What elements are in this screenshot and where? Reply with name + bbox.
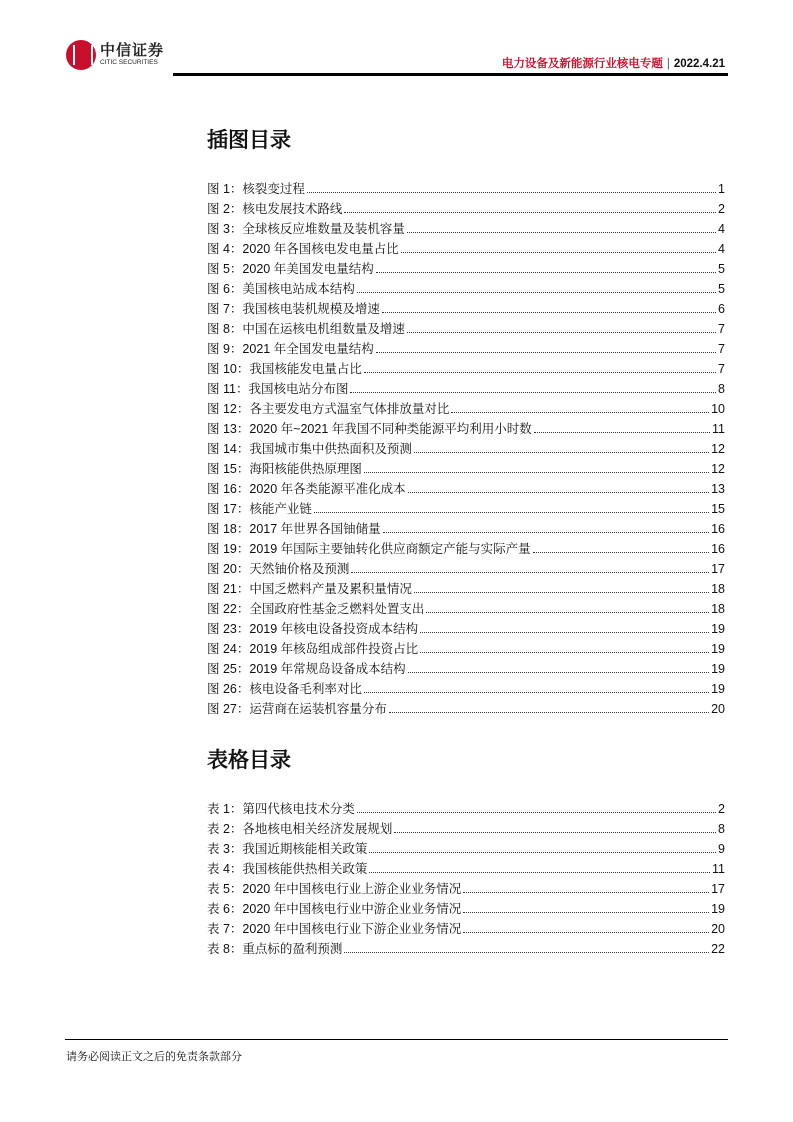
report-date: 2022.4.21 [673, 58, 725, 70]
toc-leader-dots [389, 712, 709, 713]
report-title: 电力设备及新能源行业核电专题 [501, 58, 663, 70]
toc-entry[interactable] [207, 296, 725, 316]
toc-leader-dots [407, 332, 716, 333]
toc-leader-dots [451, 412, 709, 413]
toc-entry-page: 9 [718, 842, 725, 856]
footer-divider [65, 1039, 728, 1040]
toc-entry-label: 图 15：海阳核能供热原理图 [207, 462, 362, 476]
toc-entry-label: 表 6：2020 年中国核电行业中游企业业务情况 [207, 902, 462, 916]
toc-entry-label: 表 7：2020 年中国核电行业下游企业业务情况 [207, 922, 462, 936]
toc-entry-label: 图 27：运营商在运装机容量分布 [207, 702, 387, 716]
toc-entry-label: 图 21：中国乏燃料产量及累积量情况 [207, 582, 412, 596]
toc-entry-page: 20 [711, 922, 725, 936]
toc-entry[interactable] [207, 556, 725, 576]
toc-entry[interactable] [207, 416, 725, 436]
toc-entry-label: 表 5：2020 年中国核电行业上游企业业务情况 [207, 882, 462, 896]
toc-entry[interactable] [207, 856, 725, 876]
toc-entry[interactable] [207, 796, 725, 816]
toc-entry-label: 图 20：天然铀价格及预测 [207, 562, 350, 576]
toc-entry-label: 图 18：2017 年世界各国铀储量 [207, 522, 381, 536]
toc-entry[interactable] [207, 936, 725, 956]
toc-entry-label: 图 6：美国核电站成本结构 [207, 282, 355, 296]
toc-leader-dots [533, 552, 709, 553]
toc-entry-page: 4 [718, 222, 725, 236]
toc-entry-page: 2 [718, 802, 725, 816]
toc-entry[interactable] [207, 876, 725, 896]
toc-entry-label: 图 16：2020 年各类能源平准化成本 [207, 482, 406, 496]
toc-entry[interactable] [207, 576, 725, 596]
toc-entry-page: 16 [711, 522, 725, 536]
toc-leader-dots [364, 692, 709, 693]
citic-logo-icon [66, 40, 96, 70]
toc-entry-page: 19 [711, 902, 725, 916]
toc-entry-label: 图 22：全国政府性基金乏燃料处置支出 [207, 602, 425, 616]
toc-entry[interactable] [207, 276, 725, 296]
tables-heading: 表格目录 [207, 749, 291, 772]
toc-leader-dots [414, 452, 709, 453]
toc-leader-dots [463, 932, 709, 933]
toc-leader-dots [376, 272, 716, 273]
toc-leader-dots [344, 212, 716, 213]
toc-entry-page: 11 [712, 422, 725, 436]
toc-entry[interactable] [207, 376, 725, 396]
toc-leader-dots [420, 632, 709, 633]
toc-entry[interactable] [207, 216, 725, 236]
toc-entry-label: 图 5：2020 年美国发电量结构 [207, 262, 374, 276]
toc-leader-dots [394, 832, 716, 833]
logo-en: CITIC SECURITIES [100, 59, 158, 67]
toc-entry-label: 图 23：2019 年核电设备投资成本结构 [207, 622, 419, 636]
toc-leader-dots [351, 572, 709, 573]
toc-leader-dots [408, 492, 709, 493]
toc-leader-dots [357, 292, 716, 293]
toc-leader-dots [357, 812, 716, 813]
toc-entry-label: 图 1：核裂变过程 [207, 182, 305, 196]
tables-list [207, 796, 725, 956]
toc-entry-page: 19 [711, 682, 725, 696]
toc-entry[interactable] [207, 636, 725, 656]
toc-entry-label: 图 24：2019 年核岛组成部件投资占比 [207, 642, 419, 656]
toc-entry-page: 2 [718, 202, 725, 216]
toc-entry-page: 11 [712, 862, 725, 876]
toc-entry-page: 17 [711, 562, 725, 576]
toc-entry-page: 4 [718, 242, 725, 256]
toc-entry[interactable] [207, 656, 725, 676]
toc-entry-page: 8 [718, 822, 725, 836]
toc-entry[interactable] [207, 896, 725, 916]
toc-entry-page: 19 [711, 642, 725, 656]
header-divider [173, 73, 728, 76]
toc-entry[interactable] [207, 596, 725, 616]
toc-entry-label: 图 17：核能产业链 [207, 502, 312, 516]
toc-entry[interactable] [207, 456, 725, 476]
toc-leader-dots [364, 472, 709, 473]
toc-entry-page: 7 [718, 362, 725, 376]
toc-entry-page: 7 [718, 342, 725, 356]
toc-entry-page: 20 [711, 702, 725, 716]
toc-entry[interactable] [207, 336, 725, 356]
toc-entry[interactable] [207, 496, 725, 516]
toc-entry[interactable] [207, 236, 725, 256]
figures-heading: 插图目录 [207, 129, 291, 152]
toc-leader-dots [364, 372, 716, 373]
toc-entry-label: 表 2：各地核电相关经济发展规划 [207, 822, 393, 836]
toc-leader-dots [408, 672, 709, 673]
toc-entry-page: 10 [711, 402, 725, 416]
toc-entry-page: 5 [718, 282, 725, 296]
toc-leader-dots [420, 652, 709, 653]
toc-entry-label: 图 11：我国核电站分布图 [207, 382, 349, 396]
toc-entry-label: 表 3：我国近期核能相关政策 [207, 842, 368, 856]
toc-leader-dots [383, 532, 709, 533]
toc-leader-dots [414, 592, 709, 593]
toc-entry-label: 图 8：中国在运核电机组数量及增速 [207, 322, 405, 336]
toc-leader-dots [407, 232, 716, 233]
toc-entry-page: 8 [718, 382, 725, 396]
toc-entry-page: 12 [711, 442, 725, 456]
citic-logo [66, 40, 164, 70]
toc-entry-label: 图 13：2020 年~2021 年我国不同种类能源平均利用小时数 [207, 422, 532, 436]
figures-list [207, 176, 725, 716]
toc-entry-label: 表 4：我国核能供热相关政策 [207, 862, 368, 876]
toc-entry[interactable] [207, 316, 725, 336]
toc-entry-label: 图 4：2020 年各国核电发电量占比 [207, 242, 399, 256]
toc-entry-label: 图 7：我国核电装机规模及增速 [207, 302, 380, 316]
toc-entry-label: 图 10：我国核能发电量占比 [207, 362, 362, 376]
logo-cn: 中信证券 [100, 42, 165, 60]
toc-entry-label: 图 26：核电设备毛利率对比 [207, 682, 362, 696]
toc-entry-page: 19 [711, 662, 725, 676]
toc-entry[interactable] [207, 616, 725, 636]
toc-entry-page: 6 [718, 302, 725, 316]
toc-entry-page: 1 [718, 182, 725, 196]
toc-entry-page: 17 [711, 882, 725, 896]
toc-entry-page: 22 [711, 942, 725, 956]
toc-entry[interactable] [207, 396, 725, 416]
toc-leader-dots [314, 512, 709, 513]
toc-leader-dots [382, 312, 716, 313]
toc-leader-dots [426, 612, 709, 613]
toc-entry-page: 15 [711, 502, 725, 516]
toc-entry-page: 18 [711, 582, 725, 596]
toc-entry[interactable] [207, 436, 725, 456]
toc-leader-dots [534, 432, 710, 433]
toc-entry-label: 图 14：我国城市集中供热面积及预测 [207, 442, 412, 456]
toc-entry[interactable] [207, 676, 725, 696]
toc-entry-label: 图 2：核电发展技术路线 [207, 202, 343, 216]
toc-leader-dots [350, 392, 716, 393]
toc-entry-page: 13 [711, 482, 725, 496]
toc-entry-page: 18 [711, 602, 725, 616]
disclaimer-footer: 请务必阅读正文之后的免责条款部分 [66, 1051, 242, 1063]
toc-entry[interactable] [207, 696, 725, 716]
toc-entry[interactable] [207, 536, 725, 556]
toc-entry-label: 图 12：各主要发电方式温室气体排放量对比 [207, 402, 450, 416]
toc-leader-dots [307, 192, 716, 193]
toc-entry-label: 图 19：2019 年国际主要铀转化供应商额定产能与实际产量 [207, 542, 531, 556]
toc-entry-page: 5 [718, 262, 725, 276]
toc-leader-dots [369, 872, 710, 873]
toc-leader-dots [463, 912, 709, 913]
toc-entry-label: 图 9：2021 年全国发电量结构 [207, 342, 374, 356]
toc-entry-page: 12 [711, 462, 725, 476]
toc-leader-dots [344, 952, 709, 953]
toc-entry[interactable] [207, 256, 725, 276]
toc-leader-dots [376, 352, 716, 353]
toc-entry-page: 7 [718, 322, 725, 336]
toc-entry[interactable] [207, 476, 725, 496]
toc-entry-label: 表 1：第四代核电技术分类 [207, 802, 355, 816]
toc-entry[interactable] [207, 356, 725, 376]
toc-entry[interactable] [207, 816, 725, 836]
toc-entry-page: 19 [711, 622, 725, 636]
toc-entry-label: 图 3：全球核反应堆数量及装机容量 [207, 222, 405, 236]
toc-entry[interactable] [207, 836, 725, 856]
toc-entry[interactable] [207, 916, 725, 936]
toc-entry-label: 图 25：2019 年常规岛设备成本结构 [207, 662, 406, 676]
toc-leader-dots [369, 852, 716, 853]
toc-leader-dots [463, 892, 709, 893]
toc-leader-dots [401, 252, 716, 253]
toc-entry-page: 16 [711, 542, 725, 556]
toc-entry[interactable] [207, 196, 725, 216]
toc-entry[interactable] [207, 516, 725, 536]
report-header: 电力设备及新能源行业核电专题 | 2022.4.21 [501, 58, 725, 70]
toc-entry-label: 表 8：重点标的盈利预测 [207, 942, 343, 956]
toc-entry[interactable] [207, 176, 725, 196]
